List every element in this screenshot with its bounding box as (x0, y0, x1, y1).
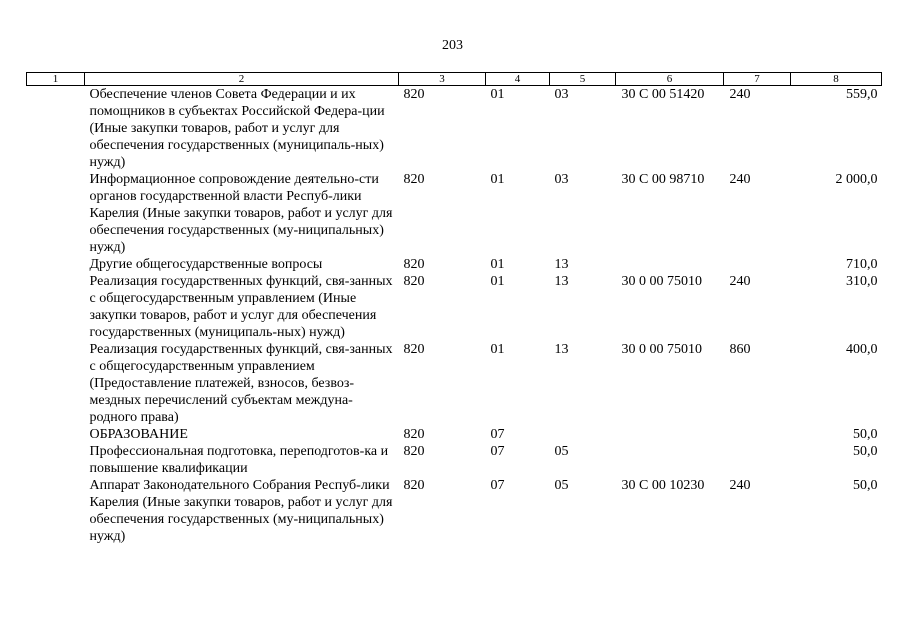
cell-subsection: 03 (554, 172, 569, 187)
cell-section: 07 (490, 427, 505, 442)
table-row (27, 426, 882, 443)
col-header-4: 4 (486, 73, 550, 86)
cell-target-article (616, 443, 724, 477)
cell-name: Обеспечение членов Совета Федерации и их помощников в субъектах Российской Федера-ции (Иные закупки товаров, работ и услуг для обеспечения государственных (муниципаль-ных) нужд) (89, 87, 385, 170)
table-row (27, 256, 882, 273)
page-number: 203 (442, 38, 463, 53)
cell-target-article: 30 С 00 10230 (621, 478, 705, 493)
cell-subsection: 13 (554, 342, 569, 357)
col-header-3: 3 (399, 73, 486, 86)
cell-ministry-code: 820 (403, 427, 425, 442)
cell-amount: 2 000,0 (835, 172, 878, 187)
cell-section: 01 (490, 257, 505, 272)
header-row (27, 73, 882, 86)
cell-section: 07 (490, 444, 505, 459)
budget-table (26, 72, 882, 545)
cell-expense-type: 860 (729, 342, 751, 357)
cell-expense-type (724, 426, 791, 443)
cell-empty (27, 273, 85, 341)
table-row (27, 477, 882, 545)
cell-empty (27, 341, 85, 426)
cell-subsection: 13 (554, 274, 569, 289)
cell-ministry-code: 820 (403, 444, 425, 459)
cell-name: Реализация государственных функций, свя-занных с общегосударственным управлением (Иные закупки товаров, работ и услуг для обеспечения государственных (муниципаль-ных) нужд) (89, 274, 393, 340)
cell-name: Другие общегосударственные вопросы (89, 257, 323, 272)
col-header-7: 7 (724, 73, 791, 86)
cell-subsection: 13 (554, 257, 569, 272)
cell-subsection: 03 (554, 87, 569, 102)
cell-target-article: 30 С 00 51420 (621, 87, 705, 102)
cell-subsection: 05 (554, 478, 569, 493)
cell-amount: 559,0 (846, 87, 878, 102)
cell-amount: 50,0 (853, 427, 878, 442)
cell-expense-type: 240 (729, 87, 751, 102)
cell-ministry-code: 820 (403, 478, 425, 493)
cell-target-article (616, 426, 724, 443)
cell-amount: 50,0 (853, 444, 878, 459)
col-header-2: 2 (85, 73, 399, 86)
cell-section: 07 (490, 478, 505, 493)
cell-subsection (550, 426, 616, 443)
cell-amount: 710,0 (846, 257, 878, 272)
cell-amount: 50,0 (853, 478, 878, 493)
col-header-8: 8 (791, 73, 882, 86)
table-row (27, 443, 882, 477)
cell-empty (27, 443, 85, 477)
table-row (27, 171, 882, 256)
cell-expense-type: 240 (729, 172, 751, 187)
col-header-1: 1 (27, 73, 85, 86)
cell-section: 01 (490, 172, 505, 187)
cell-expense-type (724, 256, 791, 273)
cell-section: 01 (490, 87, 505, 102)
cell-empty (27, 426, 85, 443)
col-header-6: 6 (616, 73, 724, 86)
cell-section: 01 (490, 274, 505, 289)
cell-empty (27, 256, 85, 273)
col-header-5: 5 (550, 73, 616, 86)
cell-ministry-code: 820 (403, 342, 425, 357)
cell-section: 01 (490, 342, 505, 357)
cell-target-article: 30 С 00 98710 (621, 172, 705, 187)
cell-name: Аппарат Законодательного Собрания Респуб-лики Карелия (Иные закупки товаров, работ и услуг для обеспечения государственных (му-ниципальных) нужд) (89, 478, 393, 544)
cell-amount: 310,0 (846, 274, 878, 289)
cell-empty (27, 477, 85, 545)
cell-name: Реализация государственных функций, свя-занных с общегосударственным управлением (Предоставление платежей, взносов, безвоз-мездных перечислений субъектам междуна-родного права) (89, 342, 393, 425)
cell-subsection: 05 (554, 444, 569, 459)
table-row (27, 341, 882, 426)
cell-target-article: 30 0 00 75010 (621, 342, 702, 357)
cell-empty (27, 86, 85, 172)
cell-name: Профессиональная подготовка, переподготов-ка и повышение квалификации (89, 444, 389, 476)
cell-expense-type: 240 (729, 274, 751, 289)
cell-name: Информационное сопровождение деятельно-сти органов государственной власти Респуб-лики Карелия (Иные закупки товаров, работ и услуг для обеспечения государственных (му-ниципальных) нужд) (89, 172, 393, 255)
cell-ministry-code: 820 (403, 257, 425, 272)
cell-target-article (616, 256, 724, 273)
cell-ministry-code: 820 (403, 274, 425, 289)
cell-name: ОБРАЗОВАНИЕ (89, 427, 188, 442)
cell-expense-type (724, 443, 791, 477)
cell-target-article: 30 0 00 75010 (621, 274, 702, 289)
cell-ministry-code: 820 (403, 172, 425, 187)
cell-ministry-code: 820 (403, 87, 425, 102)
table-row (27, 86, 882, 172)
cell-amount: 400,0 (846, 342, 878, 357)
cell-empty (27, 171, 85, 256)
table-row (27, 273, 882, 341)
cell-expense-type: 240 (729, 478, 751, 493)
